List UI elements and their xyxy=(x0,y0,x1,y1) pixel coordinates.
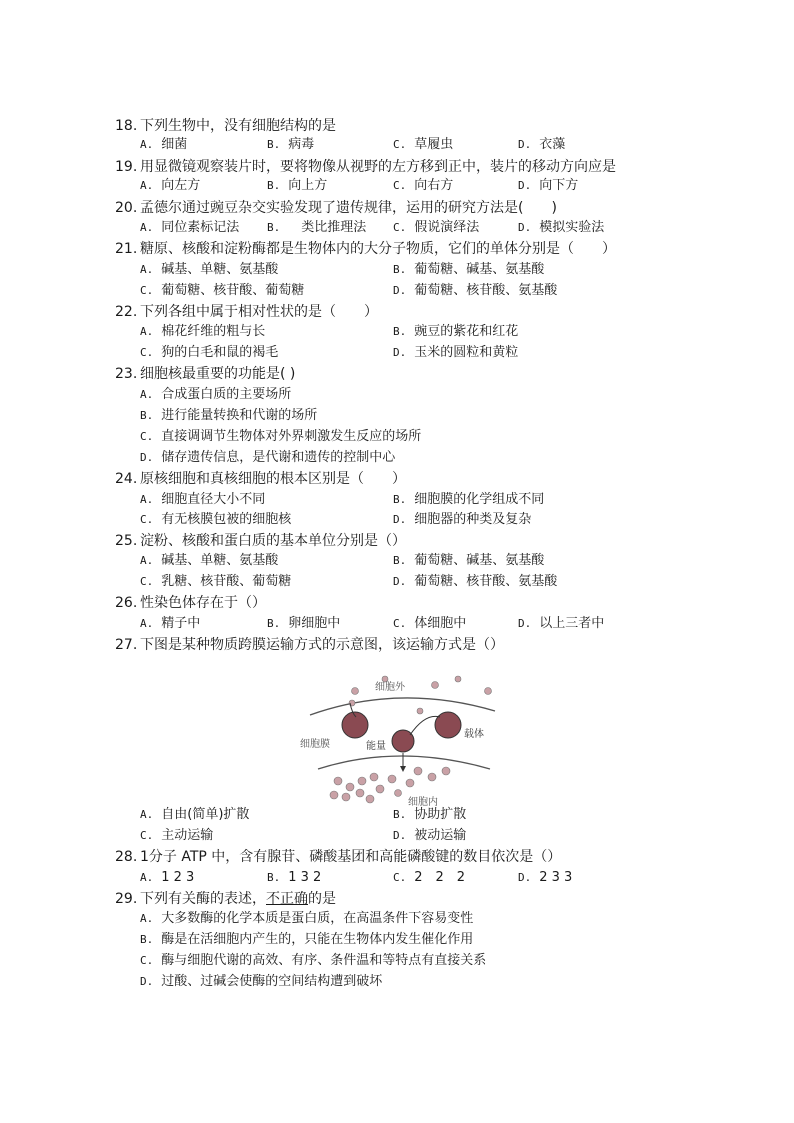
option-c: C. 主动运输 xyxy=(140,828,214,843)
option-b: B. 类比推理法 xyxy=(267,220,367,235)
option-d: D. 细胞器的种类及复杂 xyxy=(393,512,532,527)
option-d: D. 葡萄糖、核苷酸、氨基酸 xyxy=(393,574,558,589)
option-b: B. 向上方 xyxy=(267,178,328,193)
question-23-stem: 23. 细胞核最重要的功能是( ) xyxy=(115,366,296,382)
option-a: A. 细菌 xyxy=(140,137,188,152)
option-d: D. 玉米的圆粒和黄粒 xyxy=(393,345,519,360)
option-d: D. 葡萄糖、核苷酸、氨基酸 xyxy=(393,283,558,298)
option-a: A. 同位素标记法 xyxy=(140,220,240,235)
option-c: C. 乳糖、核苷酸、葡萄糖 xyxy=(140,574,292,589)
question-26-stem: 26. 性染色体存在于（） xyxy=(115,595,266,611)
label-membrane: 细胞膜 xyxy=(300,739,330,750)
option-d: D. 向下方 xyxy=(518,178,579,193)
underlined-not-correct: 不正确 xyxy=(266,891,308,907)
option-c: C. 体细胞中 xyxy=(393,616,467,631)
option-b: B. 豌豆的紫花和红花 xyxy=(393,324,519,339)
option-c: C. 2 2 2 xyxy=(393,870,466,885)
question-21-stem: 21. 糖原、核酸和淀粉酶都是生物体内的大分子物质，它们的单体分别是（ ） xyxy=(115,241,616,257)
membrane-outer-line xyxy=(310,698,495,715)
question-20-stem: 20. 孟德尔通过豌豆杂交实验发现了遗传规律，运用的研究方法是( ) xyxy=(115,200,557,216)
option-a: A. 碱基、单糖、氨基酸 xyxy=(140,262,279,277)
label-outside: 细胞外 xyxy=(375,682,405,693)
option-d: D. 2 3 3 xyxy=(518,870,573,885)
option-c: C. 草履虫 xyxy=(393,137,454,152)
option-d: D. 被动运输 xyxy=(393,828,467,843)
option-a: A. 向左方 xyxy=(140,178,201,193)
option-a: A. 碱基、单糖、氨基酸 xyxy=(140,553,279,568)
question-25-stem: 25. 淀粉、核酸和蛋白质的基本单位分别是（） xyxy=(115,533,406,549)
option-a: A. 细胞直径大小不同 xyxy=(140,492,266,507)
option-c: C. 葡萄糖、核苷酸、葡萄糖 xyxy=(140,283,305,298)
membrane-transport-figure xyxy=(290,673,510,807)
option-b: B. 1 3 2 xyxy=(267,870,322,885)
question-29-stem: 29. 下列有关酶的表述，不正确的是 xyxy=(115,891,336,907)
option-c: C. 有无核膜包被的细胞核 xyxy=(140,512,292,527)
option-a: A. 自由(简单)扩散 xyxy=(140,807,250,822)
option-b: B. 细胞膜的化学组成不同 xyxy=(393,492,545,507)
option-d: D. 以上三者中 xyxy=(518,616,605,631)
label-energy: 能量 xyxy=(366,741,386,752)
option-c: C. 向右方 xyxy=(393,178,454,193)
question-19-stem: 19. 用显微镜观察装片时，要将物像从视野的左方移到正中，装片的移动方向应是 xyxy=(115,159,616,175)
option-b: B. 葡萄糖、碱基、氨基酸 xyxy=(393,262,545,277)
option-b: B. 协助扩散 xyxy=(393,807,467,822)
option-d: D. 衣藻 xyxy=(518,137,566,152)
carrier-protein-right xyxy=(435,712,461,738)
label-inside: 细胞内 xyxy=(408,797,438,807)
option-c: C. 狗的白毛和鼠的褐毛 xyxy=(140,345,279,360)
question-24-stem: 24. 原核细胞和真核细胞的根本区别是（ ） xyxy=(115,471,406,487)
outside-particles xyxy=(349,676,492,714)
question-22-stem: 22. 下列各组中属于相对性状的是（ ） xyxy=(115,304,378,320)
question-28-stem: 28. 1分子 ATP 中，含有腺苷、磷酸基团和高能磷酸键的数目依次是（） xyxy=(115,849,562,865)
option-b: B. 病毒 xyxy=(267,137,315,152)
option-b: B. 卵细胞中 xyxy=(267,616,341,631)
question-27-stem: 27. 下图是某种物质跨膜运输方式的示意图，该运输方式是（） xyxy=(115,637,504,653)
question-18-stem: 18. 下列生物中，没有细胞结构的是 xyxy=(115,118,336,134)
option-a: A. 1 2 3 xyxy=(140,870,195,885)
option-b: B. 葡萄糖、碱基、氨基酸 xyxy=(393,553,545,568)
option-a: A. 精子中 xyxy=(140,616,201,631)
arrow-down-head xyxy=(400,766,406,772)
option-c: C. 假说演绎法 xyxy=(393,220,480,235)
label-carrier: 载体 xyxy=(464,729,484,740)
option-d: D. 模拟实验法 xyxy=(518,220,605,235)
option-a: A. 棉花纤维的粗与长 xyxy=(140,324,266,339)
